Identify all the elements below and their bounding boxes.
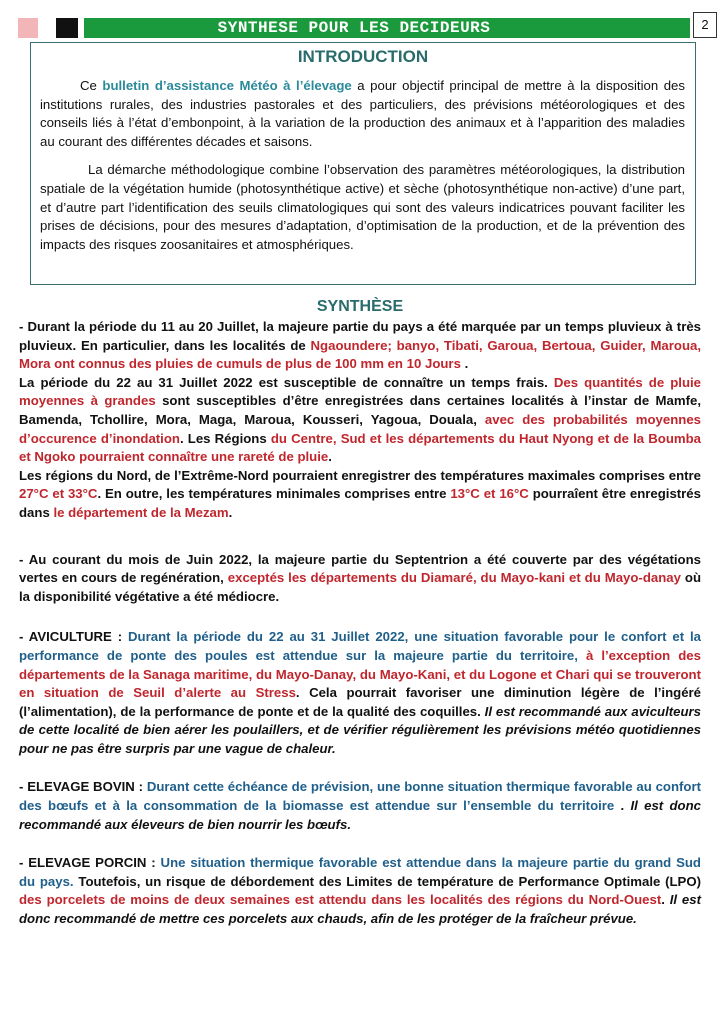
aviculture-label: - AVICULTURE : — [19, 629, 129, 645]
introduction-title: INTRODUCTION — [297, 47, 429, 66]
intro-p1-text-2: a pour objectif principal de mettre à la disposition des institutions rurales, des industries pastorales et des particuliers, des prévisions météorologiques et des conseils liés à l’état d’embonpoint, à la variation de la production des animaux et à l’apparition des maladies au courant des différentes décades et saisons. — [40, 78, 685, 149]
s-b1-r1: Ngaoundere; banyo, Tibati, Garoua, Bertoua, Guider, Maroua, Mora ont connus des pluies de cumuls de plus de 100 mm en 10 Jours — [19, 337, 702, 372]
synthese-body — [19, 318, 701, 929]
s-b1-t1: - Durant la période du 11 au 20 Juillet, la majeure partie du pays a été marquée par un temps pluvieux à très pluvieux. En particulier, dans les localités de — [19, 319, 701, 353]
s-b1-t2: . — [460, 356, 469, 372]
s-b2-t1: - Au courant du mois de Juin 2022, la majeure partie du Septentrion a été couverte par des végétations vertes en cours de regénération, — [19, 551, 701, 586]
s-b1-r5: 27°C et 33°C — [19, 486, 98, 502]
synthese-title: SYNTHÈSE — [316, 298, 404, 315]
porcin-blue: Une situation thermique favorable est attendue dans la majeure partie du grand Sud du pays. — [19, 855, 701, 889]
bovin-blue: Durant cette échéance de prévision, une bonne situation thermique favorable au confort des bœufs et à la consommation de la biomasse est attendue sur l’ensemble du territoire — [19, 779, 701, 814]
s-b1-t8: . En outre, les températures minimales comprises entre — [97, 486, 451, 502]
aviculture-blue: Durant la période du 22 au 31 Juillet 2022, une situation favorable pour le confort et la performance de ponte des poules est attendue sur la majeure partie du territoire, — [19, 629, 701, 663]
s-b1-t4: sont susceptibles d’être enregistrées dans certaines localités à l’instar de Mamfe, Bamenda, Tchollire, Mora, Maga, Maroua, Kousseri, Yagoua, Douala, — [19, 393, 701, 427]
introduction-text — [40, 77, 685, 264]
synthese-porcin — [19, 854, 701, 928]
s-b1-t10: . — [228, 504, 233, 520]
aviculture-text: . Cela pourrait favoriser une diminution légère de l’ingéré (l’alimentation), de la performance de ponte et de la qualité des coquilles. — [19, 685, 701, 719]
synthese-bullet-weather — [19, 318, 701, 523]
synthese-bovin — [19, 778, 701, 834]
porcin-red: des porcelets de moins de deux semaines est attendu dans les localités des régions du Nord-Ouest — [19, 892, 662, 908]
synthese-aviculture — [19, 628, 701, 758]
s-b1-r3: avec des probabilités moyennes d’occurence d’inondation — [19, 411, 701, 446]
introduction-box — [30, 42, 696, 285]
s-b1-r2: Des quantités de pluie moyennes à grandes — [19, 374, 701, 409]
s-b1-t5: . Les Régions — [179, 430, 271, 446]
intro-p1-text-1: Ce — [80, 78, 103, 93]
s-b1-r7: le département de la Mezam — [53, 504, 229, 520]
aviculture-red: à l’exception des départements de la Sanaga maritime, du Mayo-Danay, du Mayo-Kani, et du Logone et Chari qui se trouveront en situation de Seuil d’alerte au Stress — [19, 647, 701, 701]
s-b1-t7: Les régions du Nord, de l’Extrême-Nord pourraient enregistrer des températures maximales comprises entre — [19, 467, 701, 483]
introduction-paragraph-1 — [40, 77, 685, 151]
synthese-bullet-vegetation — [19, 551, 701, 607]
s-b2-t2: où la disponibilité végétative a été médiocre. — [19, 570, 701, 604]
porcin-text: Toutefois, un risque de débordement des Limites de température de Performance Optimale (LPO) — [73, 873, 701, 889]
porcin-text-2: . — [661, 892, 670, 908]
porcin-recommendation: Il est donc recommandé de mettre ces porcelets aux chauds, afin de les protéger de la fraîcheur prévue. — [19, 892, 701, 927]
intro-p2-text: La démarche méthodologique combine l’observation des paramètres météorologiques, la distribution spatiale de la végétation humide (photosynthétique active) et sèche (photosynthétique non-active) d’une part, et d’autre part l’identification des seuils climatologiques qui sont des valeurs indicatrices pouvant faciliter les prises de décisions, pour des mesures d’adaptation, d’optimisation de la production, et de la prévention des impacts des risques zoosanitaires et atmosphériques. — [40, 162, 685, 252]
page-number: 2 — [693, 12, 717, 38]
s-b1-t6: . — [328, 449, 332, 465]
porcin-label: - ELEVAGE PORCIN : — [19, 855, 161, 871]
aviculture-recommendation: Il est recommandé aux aviculteurs de cette localité de bien aérer les poulaillers, et de vérifier régulièrement les prévisions météo quotidiennes pour ne pas être surpris par une vague de chaleur. — [19, 703, 702, 756]
introduction-paragraph-2 — [40, 161, 685, 254]
intro-p1-highlight: bulletin d’assistance Météo à l’élevage — [102, 78, 352, 93]
bovin-label: - ELEVAGE BOVIN : — [19, 779, 147, 795]
s-b2-r1: exceptés les départements du Diamaré, du Mayo-kani et du Mayo-danay — [227, 570, 681, 586]
s-b1-t9: pourraîent être enregistrés dans — [19, 486, 701, 520]
header-title: SYNTHESE POUR LES DECIDEURS — [217, 19, 491, 37]
s-b1-r6: 13°C et 16°C — [450, 486, 529, 502]
bovin-text: . — [614, 798, 631, 814]
s-b1-t3: La période du 22 au 31 Juillet 2022 est susceptible de connaître un temps frais. — [19, 374, 554, 390]
header-bar — [18, 18, 690, 38]
bovin-recommendation: Il est donc recommandé aux éleveurs de bien nourrir les bœufs. — [19, 798, 701, 832]
s-b1-r4: du Centre, Sud et les départements du Haut Nyong et de la Boumba et Ngoko pourraient connaître une rareté de pluie — [19, 430, 701, 465]
